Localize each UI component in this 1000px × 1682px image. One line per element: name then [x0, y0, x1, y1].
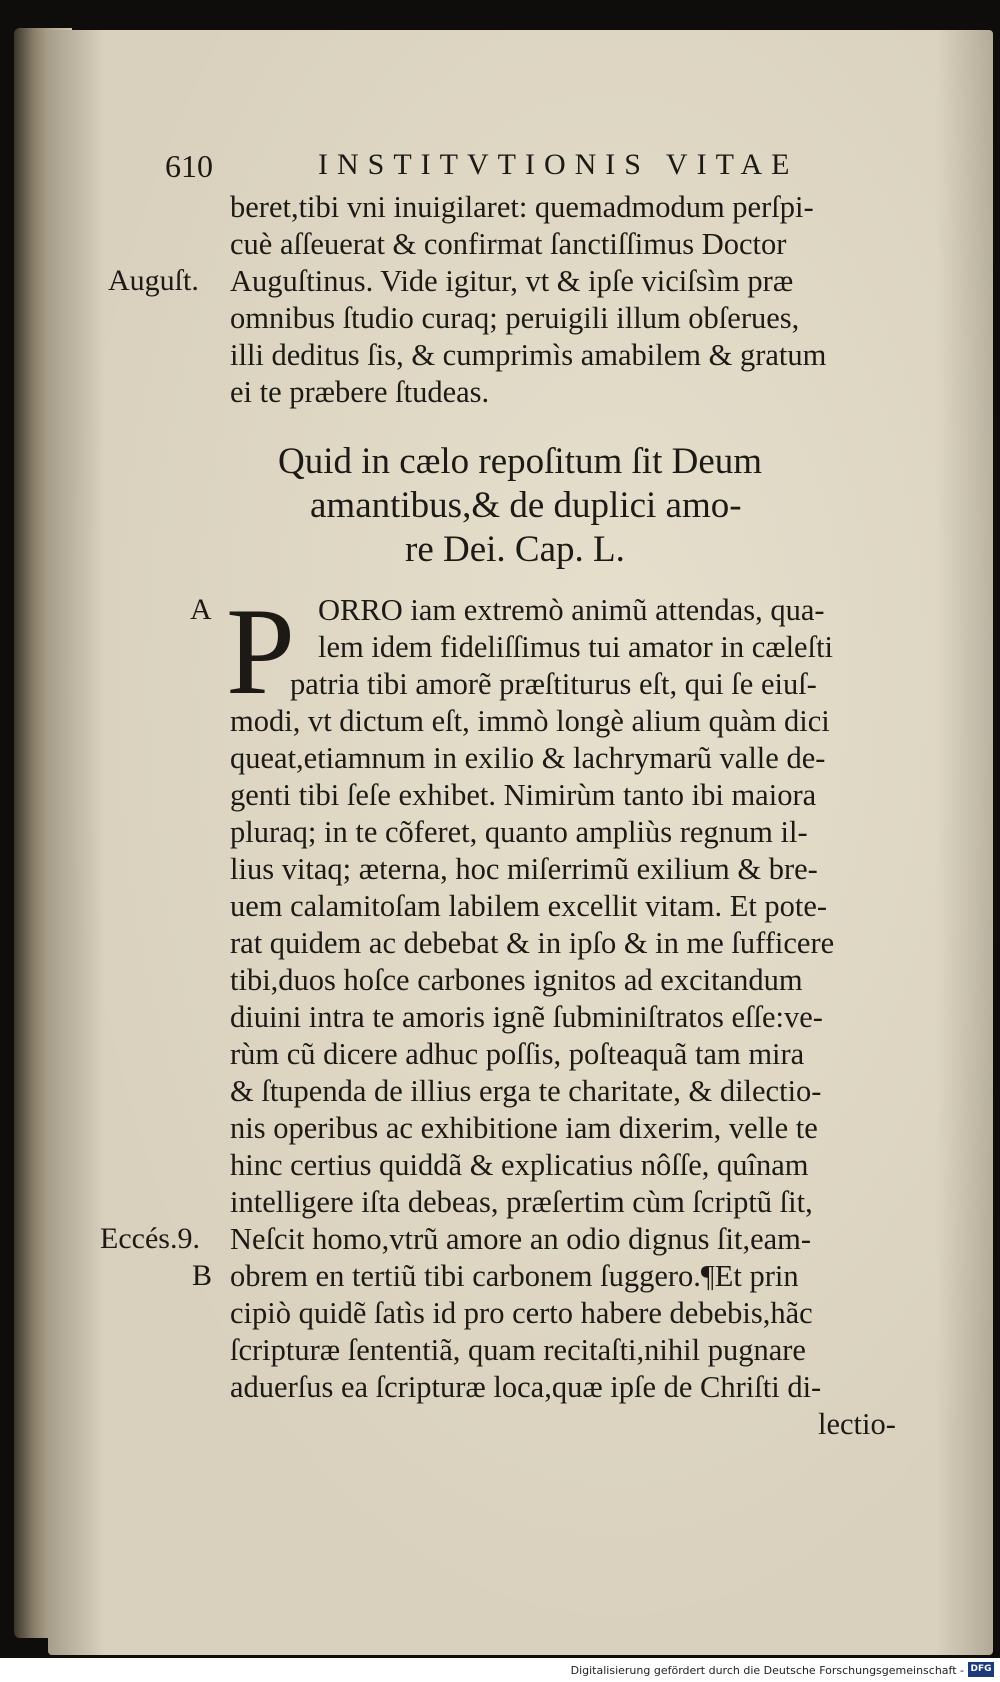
text-line: ſcripturæ ſententiã, quam recitaſti,nihil pugnare — [230, 1333, 806, 1367]
text-line: obrem en tertiũ tibi carbonem ſuggero.¶Et prin — [230, 1259, 799, 1293]
running-title: INSTITVTIONIS VITAE — [318, 148, 799, 181]
margin-note-b: B — [192, 1259, 213, 1292]
text-line: diuini intra te amoris ignẽ ſubminiſtratos eſſe:ve- — [230, 1000, 823, 1034]
text-line: modi, vt dictum eſt, immò longè alium quàm dici — [230, 704, 830, 738]
chapter-heading-line: amantibus,& de duplici amo- — [310, 485, 742, 526]
text-line: rùm cũ dicere adhuc poſſis, poſteaquã tam mira — [230, 1037, 805, 1071]
page-number: 610 — [165, 148, 213, 184]
margin-note-eccles: Eccés.9. — [100, 1222, 200, 1255]
text-line: illi deditus ſis, & cumprimìs amabilem & gratum — [230, 338, 827, 372]
text-line: uem calamitoſam labilem excellit vitam. Et pote- — [230, 889, 828, 923]
text-line: tibi,duos hoſce carbones ignitos ad excitandum — [230, 963, 803, 997]
text-line: & ſtupenda de illius erga te charitate, & dilectio- — [230, 1074, 822, 1108]
chapter-heading-line: Quid in cælo repoſitum ſit Deum — [278, 441, 763, 482]
drop-cap: P — [226, 583, 295, 720]
text-line: rat quidem ac debebat & in ipſo & in me ſufficere — [230, 926, 835, 960]
text-line: ei te præbere ſtudeas. — [230, 375, 490, 409]
text-line: nis operibus ac exhibitione iam dixerim, velle te — [230, 1111, 818, 1145]
text-line: omnibus ſtudio curaq; peruigili illum obſerues, — [230, 301, 800, 335]
text-line: patria tibi amorẽ præſtiturus eſt, qui ſe eiuſ- — [290, 667, 817, 701]
text-line: hinc certius quiddã & explicatius nôſſe, quînam — [230, 1148, 809, 1182]
text-line: cuè aſſeuerat & confirmat ſanctiſſimus Doctor — [230, 227, 787, 261]
text-line: Auguſtinus. Vide igitur, vt & ipſe viciſsìm præ — [230, 264, 794, 298]
catchword: lectio- — [818, 1407, 896, 1441]
text-line: cipiò quidẽ ſatìs id pro certo habere debebis,hãc — [230, 1296, 813, 1330]
text-line: ORRO iam extremò animũ attendas, qua- — [318, 593, 825, 627]
margin-note-august: Auguſt. — [108, 264, 199, 297]
text-line: lem idem fideliſſimus tui amator in cæleſti — [318, 630, 834, 664]
footer-credit: Digitalisierung gefördert durch die Deutsche Forschungsgemeinschaft - — [570, 1664, 964, 1677]
dfg-logo: DFG — [968, 1662, 994, 1677]
text-line: Neſcit homo,vtrũ amore an odio dignus ſit,eam- — [230, 1222, 812, 1256]
margin-note-a: A — [190, 593, 212, 626]
text-line: lius vitaq; æterna, hoc miſerrimũ exilium & bre- — [230, 852, 818, 886]
text-line: genti tibi ſeſe exhibet. Nimirùm tanto ibi maiora — [230, 778, 817, 812]
text-line: queat,etiamnum in exilio & lachrymarũ valle de- — [230, 741, 826, 775]
text-line: intelligere iſta debeas, præſertim cùm ſcriptũ ſit, — [230, 1185, 813, 1219]
text-line: aduerſus ea ſcripturæ loca,quæ ipſe de Chriſti di- — [230, 1370, 822, 1404]
text-line: beret,tibi vni inuigilaret: quemadmodum perſpi- — [230, 190, 814, 224]
text-line: pluraq; in te cõferet, quanto ampliùs regnum il- — [230, 815, 808, 849]
chapter-heading-line: re Dei. Cap. L. — [405, 529, 625, 570]
